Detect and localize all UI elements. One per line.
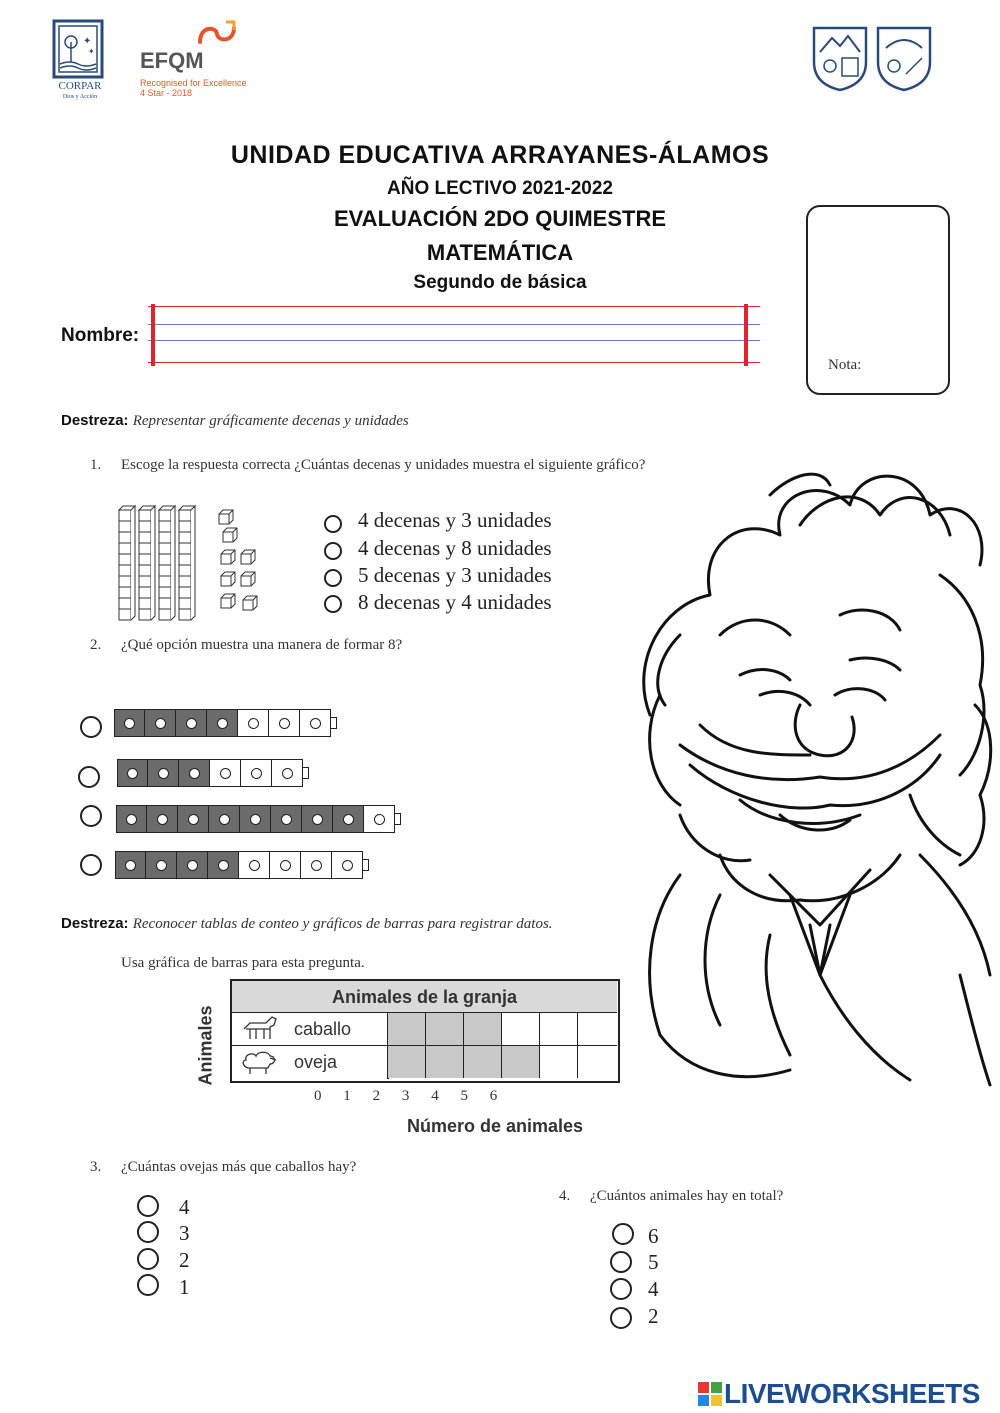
cube-filled bbox=[178, 805, 209, 833]
q1-option-3-label: 5 decenas y 3 unidades bbox=[358, 563, 552, 587]
chart-category-label: caballo bbox=[294, 1019, 352, 1039]
efqm-logo bbox=[138, 18, 258, 102]
q3-option-2-radio[interactable] bbox=[137, 1221, 159, 1243]
efqm-logo-sub2: 4 Star - 2018 bbox=[140, 88, 193, 98]
cube-filled bbox=[271, 805, 302, 833]
chart-row bbox=[232, 1046, 617, 1079]
q2-option-2-cubes bbox=[117, 759, 309, 787]
chart-bar-cell bbox=[387, 1046, 425, 1078]
q1-option-2-radio[interactable] bbox=[324, 542, 342, 560]
chart-xtick-label: 0 bbox=[314, 1088, 322, 1104]
chart-empty-cell bbox=[539, 1013, 577, 1045]
school-year: AÑO LECTIVO 2021-2022 bbox=[387, 178, 613, 199]
chart-bar-cell bbox=[425, 1013, 463, 1045]
chart-empty-cell bbox=[539, 1046, 577, 1078]
cube-connector bbox=[303, 767, 309, 779]
q3-option-1-label: 4 bbox=[179, 1195, 190, 1219]
chart-xtick-label: 2 bbox=[372, 1088, 381, 1104]
cube-filled bbox=[146, 851, 177, 879]
unit-cube bbox=[243, 596, 257, 610]
school-crests-icon bbox=[810, 22, 934, 94]
chart-xlabel: Número de animales bbox=[407, 1116, 584, 1136]
chart-empty-cell bbox=[577, 1013, 615, 1045]
q4-option-3-label: 4 bbox=[648, 1277, 659, 1301]
ten-rod bbox=[139, 506, 155, 620]
skill-2-text: Reconocer tablas de conteo y gráficos de barras para registrar datos. bbox=[132, 916, 553, 932]
cube-filled bbox=[147, 805, 178, 833]
chart-xtick-label: 1 bbox=[343, 1088, 351, 1104]
q1-option-4-label: 8 decenas y 4 unidades bbox=[358, 590, 552, 614]
efqm-infinity-icon bbox=[196, 18, 238, 50]
q2-option-4-cubes bbox=[115, 851, 369, 879]
name-input[interactable] bbox=[160, 312, 744, 354]
corpar-shield-icon bbox=[50, 18, 110, 88]
liveworksheets-text: LIVEWORKSHEETS bbox=[724, 1378, 980, 1409]
chart-row bbox=[232, 1013, 617, 1046]
cube-filled bbox=[179, 759, 210, 787]
cube-empty bbox=[269, 709, 300, 737]
cube-connector bbox=[395, 813, 401, 825]
cube-filled bbox=[333, 805, 364, 833]
q2-text: ¿Qué opción muestra una manera de formar 8? bbox=[121, 637, 403, 653]
cube-empty bbox=[272, 759, 303, 787]
cube-empty bbox=[238, 709, 269, 737]
name-field[interactable] bbox=[148, 304, 760, 366]
q1-option-3-radio[interactable] bbox=[324, 569, 342, 587]
efqm-logo-text: EFQM bbox=[140, 48, 204, 73]
corpar-logo bbox=[50, 18, 110, 102]
cube-filled bbox=[148, 759, 179, 787]
cube-empty bbox=[332, 851, 363, 879]
chart-bar-cell bbox=[501, 1046, 539, 1078]
svg-text:✦: ✦ bbox=[88, 47, 95, 56]
chart-xtick-label: 4 bbox=[431, 1088, 439, 1104]
corpar-logo-text: CORPAR bbox=[58, 80, 102, 92]
cube-empty bbox=[239, 851, 270, 879]
cube-filled bbox=[114, 709, 145, 737]
skill-2: Destreza: Reconocer tablas de conteo y gráficos de barras para registrar datos. bbox=[61, 915, 553, 932]
q2-option-3-cubes bbox=[116, 805, 401, 833]
q1-option-1-label: 4 decenas y 3 unidades bbox=[358, 508, 552, 532]
ten-rod bbox=[119, 506, 135, 620]
cube-filled bbox=[115, 851, 146, 879]
grade-title: Segundo de básica bbox=[413, 272, 587, 293]
cube-empty bbox=[301, 851, 332, 879]
q4-text: ¿Cuántos animales hay en total? bbox=[590, 1188, 784, 1204]
svg-text:✦: ✦ bbox=[83, 36, 92, 47]
q2-option-3-radio[interactable] bbox=[80, 805, 102, 827]
grade-box[interactable] bbox=[806, 205, 950, 395]
unit-cube bbox=[219, 510, 233, 524]
q4-option-2-label: 5 bbox=[648, 1250, 659, 1274]
ten-rod bbox=[179, 506, 195, 620]
subject-title: MATEMÁTICA bbox=[426, 240, 574, 265]
q2-option-1-cubes bbox=[114, 709, 337, 737]
base-ten-blocks bbox=[115, 502, 275, 624]
q2-option-1-radio[interactable] bbox=[80, 716, 102, 738]
grade-label: Nota: bbox=[828, 357, 862, 373]
q3-option-2-label: 3 bbox=[179, 1221, 190, 1245]
chart-bar-cell bbox=[463, 1046, 501, 1078]
q3-option-4-radio[interactable] bbox=[137, 1274, 159, 1296]
q3-option-3-label: 2 bbox=[179, 1248, 190, 1272]
horse-icon bbox=[240, 1015, 280, 1043]
q3-text: ¿Cuántas ovejas más que caballos hay? bbox=[121, 1159, 357, 1175]
q3-option-3-radio[interactable] bbox=[137, 1248, 159, 1270]
cube-empty bbox=[364, 805, 395, 833]
cube-filled bbox=[116, 805, 147, 833]
skill-1: Destreza: Representar gráficamente decenas y unidades bbox=[61, 412, 409, 429]
q4-option-4-radio[interactable] bbox=[610, 1307, 632, 1329]
q2-number: 2. bbox=[90, 637, 102, 653]
chart-title: Animales de la granja bbox=[232, 981, 617, 1013]
q3-option-1-radio[interactable] bbox=[137, 1195, 159, 1217]
cube-filled bbox=[145, 709, 176, 737]
skill-2-label: Destreza bbox=[61, 915, 124, 932]
chart-empty-cell bbox=[577, 1046, 615, 1078]
corpar-logo-subtext: Dios y Acción bbox=[62, 94, 98, 100]
q4-option-1-radio[interactable] bbox=[612, 1223, 634, 1245]
cube-filled bbox=[176, 709, 207, 737]
chart-bar-cell bbox=[425, 1046, 463, 1078]
q4-option-4-label: 2 bbox=[648, 1304, 659, 1328]
unit-cube bbox=[221, 594, 235, 608]
cube-connector bbox=[363, 859, 369, 871]
school-title: UNIDAD EDUCATIVA ARRAYANES-ÁLAMOS bbox=[230, 141, 770, 169]
cube-filled bbox=[209, 805, 240, 833]
cube-empty bbox=[270, 851, 301, 879]
chart-category-label: oveja bbox=[294, 1052, 338, 1072]
einstein-cartoon bbox=[620, 455, 1000, 1095]
q2-option-2-radio[interactable] bbox=[78, 766, 100, 788]
sheep-icon bbox=[240, 1048, 280, 1076]
unit-cube bbox=[241, 572, 255, 586]
cube-connector bbox=[331, 717, 337, 729]
chart-xtick-label: 6 bbox=[489, 1088, 498, 1104]
chart-bar-cell bbox=[463, 1013, 501, 1045]
skill-1-label: Destreza bbox=[61, 412, 124, 429]
cube-filled bbox=[177, 851, 208, 879]
chart-ylabel: Animales bbox=[195, 1005, 216, 1086]
bar-chart-intro: Usa gráfica de barras para esta pregunta. bbox=[121, 955, 365, 971]
chart-empty-cell bbox=[501, 1013, 539, 1045]
bar-chart bbox=[230, 979, 620, 1083]
q3-number: 3. bbox=[90, 1159, 102, 1175]
cube-filled bbox=[208, 851, 239, 879]
cube-empty bbox=[300, 709, 331, 737]
q3-option-4-label: 1 bbox=[179, 1275, 190, 1299]
q4-option-1-label: 6 bbox=[648, 1224, 659, 1248]
chart-xtick-label: 3 bbox=[401, 1088, 410, 1104]
unit-cube bbox=[221, 572, 235, 586]
unit-cube bbox=[241, 550, 255, 564]
skill-1-text: Representar gráficamente decenas y unidades bbox=[132, 413, 409, 429]
q2-option-4-radio[interactable] bbox=[80, 854, 102, 876]
q4-option-3-radio[interactable] bbox=[610, 1278, 632, 1300]
q4-option-2-radio[interactable] bbox=[610, 1251, 632, 1273]
name-label: Nombre: bbox=[61, 325, 140, 346]
unit-cube bbox=[221, 550, 235, 564]
liveworksheets-icon bbox=[698, 1382, 722, 1406]
q1-option-4-radio[interactable] bbox=[324, 595, 342, 613]
chart-xtick-label: 5 bbox=[460, 1088, 468, 1104]
cube-filled bbox=[302, 805, 333, 833]
q1-option-2-label: 4 decenas y 8 unidades bbox=[358, 536, 552, 560]
ten-rod bbox=[159, 506, 175, 620]
cube-filled bbox=[207, 709, 238, 737]
cube-empty bbox=[241, 759, 272, 787]
cube-empty bbox=[210, 759, 241, 787]
q4-number: 4. bbox=[559, 1188, 571, 1204]
exam-title: EVALUACIÓN 2DO QUIMESTRE bbox=[333, 206, 667, 231]
liveworksheets-logo[interactable] bbox=[698, 1378, 980, 1410]
chart-bar-cell bbox=[387, 1013, 425, 1045]
cube-filled bbox=[240, 805, 271, 833]
unit-cube bbox=[223, 528, 237, 542]
q1-number: 1. bbox=[90, 457, 102, 473]
q1-text: Escoge la respuesta correcta ¿Cuántas decenas y unidades muestra el siguiente gráfico? bbox=[121, 457, 646, 473]
cube-filled bbox=[117, 759, 148, 787]
efqm-logo-sub1: Recognised for Excellence bbox=[140, 78, 247, 88]
q1-option-1-radio[interactable] bbox=[324, 515, 342, 533]
